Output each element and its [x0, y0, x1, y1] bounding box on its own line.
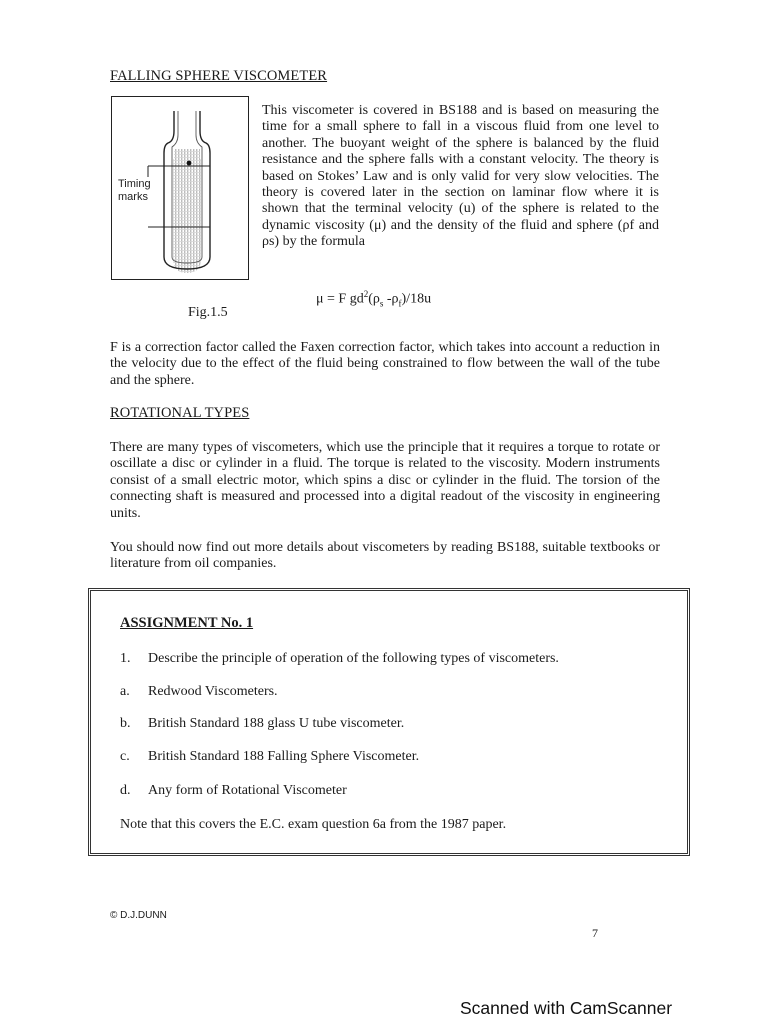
page-number: 7 [592, 926, 598, 940]
figure-caption: Fig.1.5 [188, 305, 228, 320]
assignment-item-d: d. Any form of Rotational Viscometer [120, 783, 347, 798]
stokes-formula: μ = F $gd^2(\rho_s$ $-\rho_f)/18u$ [316, 289, 432, 309]
further-reading-paragraph: You should now find out more details about viscometers by reading BS188, suitable textbooks or literature from oil companies. [110, 540, 660, 572]
copyright: © D.J.DUNN [110, 910, 167, 921]
camscanner-watermark: Scanned with CamScanner [460, 998, 673, 1018]
assignment-item-a: a. Redwood Viscometers. [120, 684, 278, 699]
assignment-item-b: b. British Standard 188 glass U tube viscometer. [120, 716, 405, 731]
faxen-paragraph: F is a correction factor called the Faxen correction factor, which takes into account a reduction in the velocity due to the effect of the fluid being constrained to flow between the wall of the tube and the sphere. [110, 340, 660, 388]
assignment-item-c: c. British Standard 188 Falling Sphere Viscometer. [120, 749, 420, 764]
assignment-title: ASSIGNMENT No. 1 [120, 615, 254, 631]
timing-marks-label: Timing marks [118, 178, 151, 203]
section-heading-rotational-types: ROTATIONAL TYPES [110, 405, 250, 421]
assignment-box [88, 588, 690, 856]
assignment-note: Note that this covers the E.C. exam question 6a from the 1987 paper. [120, 817, 507, 832]
section-heading-falling-sphere: FALLING SPHERE VISCOMETER [110, 68, 328, 84]
rotational-paragraph: There are many types of viscometers, which use the principle that it requires a torque to rotate or oscillate a disc or cylinder in a fluid. The torque is related to the viscosity. Modern instruments consist of a small electric motor, which spins a disc or cylinder in the fluid. The torsion of the connecting shaft is measured and processed into a digital readout of the viscosity in engineering units. [110, 440, 660, 521]
falling-sphere-paragraph: This viscometer is covered in BS188 and is based on measuring the time for a small sphere to fall in a viscous fluid from one level to another. The buoyant weight of the sphere is balanced by the fluid resistance and the sphere falls with a constant velocity. The theory is based on Stokes’ Law and is only valid for very slow velocities. The theory is covered later in the section on laminar flow where it is shown that the terminal velocity (u) of the sphere is related to the dynamic viscosity (μ) and the density of the fluid and sphere (ρf and ρs) by the formula [262, 103, 659, 250]
figure-falling-sphere [111, 96, 249, 280]
assignment-item-1: 1. Describe the principle of operation of the following types of viscometers. [120, 651, 559, 666]
